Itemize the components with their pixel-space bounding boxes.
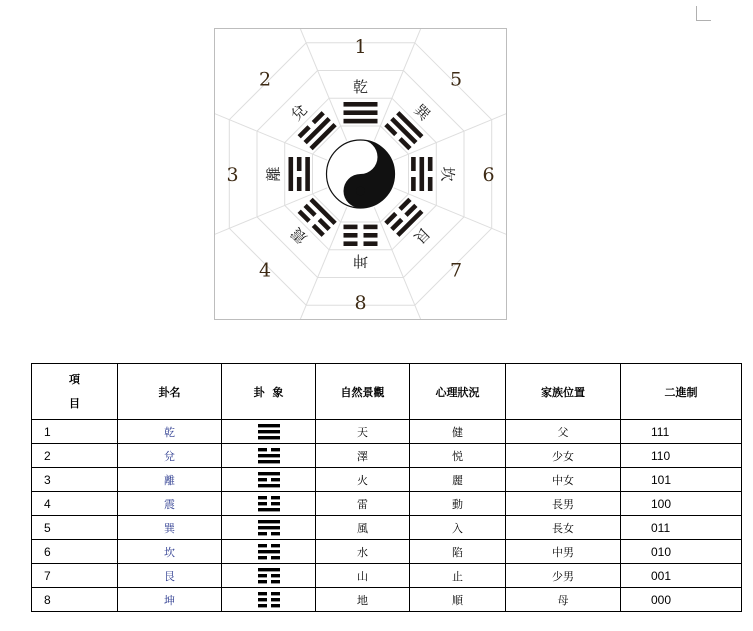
yang-line <box>258 484 280 487</box>
mind-cell: 陷 <box>410 540 506 564</box>
mind-cell: 動 <box>410 492 506 516</box>
yin-line-segment <box>258 598 267 601</box>
family-cell: 長女 <box>506 516 621 540</box>
binary-cell: 100 <box>621 492 742 516</box>
yang-line <box>258 430 280 433</box>
yin-line-segment <box>271 502 280 505</box>
yang-line <box>344 110 378 115</box>
web-spoke <box>284 207 347 319</box>
row-number-cell: 6 <box>32 540 118 564</box>
yin-line-segment <box>297 177 302 191</box>
yin-line-segment <box>258 604 267 607</box>
yin-line-segment <box>271 574 280 577</box>
trigram-6-number: 6 <box>482 164 495 186</box>
yang-line <box>420 157 425 191</box>
trigram-name-cell: 乾 <box>118 420 222 444</box>
trigram-name-cell: 艮 <box>118 564 222 588</box>
trigram-4-symbol-icon <box>281 198 337 254</box>
trigram-symbol-cell <box>222 444 316 468</box>
trigram-6-name: 坎 <box>438 166 457 182</box>
nature-cell: 火 <box>316 468 410 492</box>
family-cell: 長男 <box>506 492 621 516</box>
yin-line-segment <box>344 241 358 246</box>
yang-line <box>305 157 310 191</box>
yin-line-segment <box>271 478 280 481</box>
yin-line-segment <box>258 544 267 547</box>
trigram-symbol-icon <box>258 471 280 488</box>
yang-line <box>258 568 280 571</box>
yin-line-segment <box>271 592 280 595</box>
yin-line-segment <box>297 157 302 171</box>
header-item-line1: 項 <box>69 372 80 386</box>
trigram-name-cell: 兌 <box>118 444 222 468</box>
trigram-3-symbol-icon <box>265 157 310 191</box>
table-row <box>32 492 742 516</box>
trigram-name-cell: 坤 <box>118 588 222 612</box>
mind-cell: 麗 <box>410 468 506 492</box>
yin-line-segment <box>271 556 280 559</box>
table-row <box>32 588 742 612</box>
header-item <box>32 364 118 420</box>
yin-yang-light-dot <box>356 153 365 162</box>
trigram-5-symbol-icon <box>384 94 440 150</box>
yang-line <box>258 424 280 427</box>
trigram-3-number: 3 <box>226 164 239 186</box>
mind-cell: 順 <box>410 588 506 612</box>
table-row <box>32 420 742 444</box>
yin-line-segment <box>271 496 280 499</box>
table-body <box>32 420 742 612</box>
yin-line-segment <box>428 157 433 171</box>
table-row <box>32 444 742 468</box>
trigram-2-symbol-icon <box>281 94 337 150</box>
yang-line <box>258 436 280 439</box>
yin-line-segment <box>258 448 267 451</box>
yin-line-segment <box>364 241 378 246</box>
yang-line <box>258 454 280 457</box>
trigram-1-name: 乾 <box>352 78 369 96</box>
family-cell: 中女 <box>506 468 621 492</box>
trigram-3-name: 離 <box>264 166 283 182</box>
header-name: 卦名 <box>118 364 222 420</box>
trigram-symbol-icon <box>258 567 280 584</box>
binary-cell: 011 <box>621 516 742 540</box>
trigram-4-number: 4 <box>258 259 272 282</box>
trigram-symbol-icon <box>258 495 280 512</box>
page-corner-mark <box>696 6 711 21</box>
trigram-table <box>31 363 742 612</box>
trigram-5-name: 巽 <box>410 100 434 125</box>
yin-line-segment <box>258 556 267 559</box>
table-header-row <box>32 364 742 420</box>
yin-yang-dark-dot <box>356 187 365 196</box>
yin-line-segment <box>344 225 358 230</box>
web-spoke <box>394 97 506 160</box>
trigram-8-symbol-icon <box>344 225 378 270</box>
yang-line <box>258 526 280 529</box>
trigram-symbol-icon <box>258 543 280 560</box>
trigram-symbol-cell <box>222 564 316 588</box>
yin-line-segment <box>271 580 280 583</box>
trigram-6-symbol-icon <box>411 157 456 191</box>
nature-cell: 風 <box>316 516 410 540</box>
trigram-8-name: 坤 <box>352 252 369 270</box>
trigram-name-cell: 震 <box>118 492 222 516</box>
trigram-symbol-cell <box>222 492 316 516</box>
yin-line-segment <box>344 233 358 238</box>
yin-line-segment <box>411 157 416 171</box>
row-number-cell: 3 <box>32 468 118 492</box>
header-symbol: 卦 象 <box>222 364 316 420</box>
row-number-cell: 7 <box>32 564 118 588</box>
trigram-symbol-icon <box>258 591 280 608</box>
web-spoke <box>215 97 327 160</box>
trigram-4-name: 震 <box>287 223 311 248</box>
yin-line-segment <box>428 177 433 191</box>
yin-line-segment <box>258 532 267 535</box>
yin-line-segment <box>271 598 280 601</box>
header-mind: 心理狀況 <box>410 364 506 420</box>
yin-line-segment <box>258 574 267 577</box>
yin-line-segment <box>258 580 267 583</box>
row-number-cell: 4 <box>32 492 118 516</box>
mind-cell: 入 <box>410 516 506 540</box>
trigram-7-symbol-icon <box>384 198 440 254</box>
trigram-symbol-cell <box>222 516 316 540</box>
web-spoke <box>374 29 437 141</box>
web-spoke <box>215 188 327 251</box>
web-spoke <box>394 188 506 251</box>
bagua-svg <box>215 29 506 319</box>
binary-cell: 001 <box>621 564 742 588</box>
yang-line <box>258 550 280 553</box>
trigram-1-number: 1 <box>354 36 367 58</box>
trigram-name-cell: 巽 <box>118 516 222 540</box>
nature-cell: 山 <box>316 564 410 588</box>
table-row <box>32 468 742 492</box>
header-nature: 自然景觀 <box>316 364 410 420</box>
family-cell: 少女 <box>506 444 621 468</box>
yin-line-segment <box>271 604 280 607</box>
yin-line-segment <box>364 233 378 238</box>
yin-line-segment <box>271 448 280 451</box>
binary-cell: 010 <box>621 540 742 564</box>
binary-cell: 101 <box>621 468 742 492</box>
yin-line-segment <box>271 544 280 547</box>
family-cell: 少男 <box>506 564 621 588</box>
table-row <box>32 564 742 588</box>
yang-line <box>344 119 378 124</box>
trigram-1-symbol-icon <box>344 78 378 123</box>
mind-cell: 健 <box>410 420 506 444</box>
mind-cell: 止 <box>410 564 506 588</box>
binary-cell: 000 <box>621 588 742 612</box>
yin-line-segment <box>258 502 267 505</box>
trigram-7-number: 7 <box>449 259 463 282</box>
trigram-symbol-cell <box>222 588 316 612</box>
trigram-2-number: 2 <box>258 68 272 91</box>
nature-cell: 雷 <box>316 492 410 516</box>
yin-line-segment <box>258 592 267 595</box>
row-number-cell: 1 <box>32 420 118 444</box>
yang-line <box>258 460 280 463</box>
row-number-cell: 8 <box>32 588 118 612</box>
trigram-symbol-cell <box>222 468 316 492</box>
nature-cell: 地 <box>316 588 410 612</box>
trigram-symbol-cell <box>222 540 316 564</box>
trigram-name-cell: 離 <box>118 468 222 492</box>
trigram-7-name: 艮 <box>410 223 434 248</box>
trigram-5-number: 5 <box>449 68 463 91</box>
trigram-symbol-icon <box>258 519 280 536</box>
yin-line-segment <box>271 532 280 535</box>
row-number-cell: 5 <box>32 516 118 540</box>
web-spoke <box>374 207 437 319</box>
trigram-name-cell: 坎 <box>118 540 222 564</box>
header-item-line2: 目 <box>69 396 80 410</box>
binary-cell: 111 <box>621 420 742 444</box>
trigram-2-name: 兌 <box>287 100 311 125</box>
family-cell: 父 <box>506 420 621 444</box>
yang-line <box>258 508 280 511</box>
header-binary: 二進制 <box>621 364 742 420</box>
bagua-diagram <box>214 28 507 320</box>
family-cell: 中男 <box>506 540 621 564</box>
trigram-8-number: 8 <box>354 292 367 314</box>
yin-line-segment <box>258 478 267 481</box>
trigram-table-container <box>31 363 741 612</box>
header-family: 家族位置 <box>506 364 621 420</box>
yin-line-segment <box>258 496 267 499</box>
nature-cell: 澤 <box>316 444 410 468</box>
trigram-symbol-cell <box>222 420 316 444</box>
yang-line <box>289 157 294 191</box>
yang-line <box>344 102 378 107</box>
yin-line-segment <box>364 225 378 230</box>
yang-line <box>258 520 280 523</box>
row-number-cell: 2 <box>32 444 118 468</box>
nature-cell: 天 <box>316 420 410 444</box>
trigram-symbol-icon <box>258 423 280 440</box>
trigram-symbol-icon <box>258 447 280 464</box>
table-row <box>32 516 742 540</box>
yang-line <box>258 472 280 475</box>
family-cell: 母 <box>506 588 621 612</box>
binary-cell: 110 <box>621 444 742 468</box>
mind-cell: 悦 <box>410 444 506 468</box>
yin-line-segment <box>411 177 416 191</box>
web-spoke <box>284 29 347 141</box>
nature-cell: 水 <box>316 540 410 564</box>
table-row <box>32 540 742 564</box>
